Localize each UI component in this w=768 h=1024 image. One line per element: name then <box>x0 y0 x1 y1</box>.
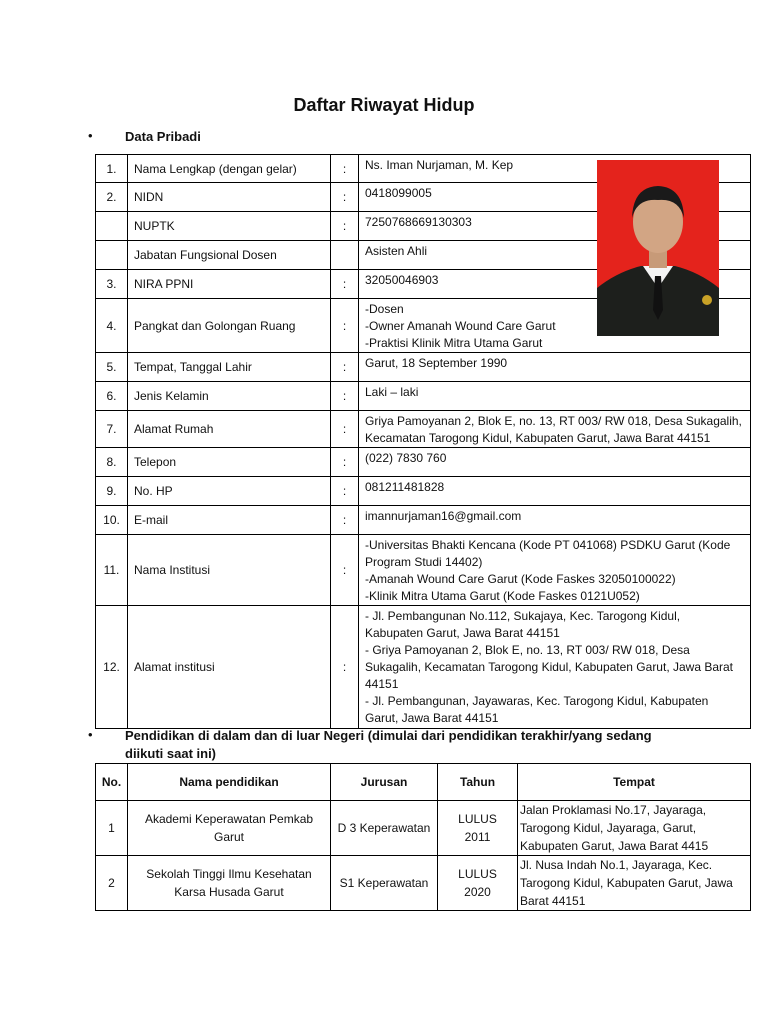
row-label: NUPTK <box>128 212 331 241</box>
row-colon: : <box>331 448 359 477</box>
row-colon: : <box>331 506 359 535</box>
education-major: D 3 Keperawatan <box>331 801 438 856</box>
row-number: 12. <box>96 606 128 729</box>
row-value-line: Kabupaten Garut, Jawa Barat 44151 <box>365 626 560 640</box>
education-major: S1 Keperawatan <box>331 856 438 911</box>
row-label: Telepon <box>128 448 331 477</box>
bullet-icon: • <box>88 128 93 143</box>
personal-row <box>96 606 751 729</box>
row-label: Alamat Rumah <box>128 411 331 448</box>
row-number: 2. <box>96 183 128 212</box>
profile-photo <box>597 160 719 336</box>
row-value <box>359 535 751 606</box>
row-value-line: - Griya Pamoyanan 2, Blok E, no. 13, RT 003/ RW 018, Desa <box>365 643 690 657</box>
personal-row <box>96 477 751 506</box>
row-label: Nama Lengkap (dengan gelar) <box>128 155 331 183</box>
row-value-line: Kecamatan Tarogong Kidul, Kabupaten Garut, Jawa Barat 44151 <box>365 431 711 445</box>
education-name-line: Sekolah Tinggi Ilmu Kesehatan <box>146 867 312 881</box>
education-name-line: Karsa Husada Garut <box>174 885 284 899</box>
row-colon <box>331 241 359 270</box>
education-place <box>518 801 751 856</box>
row-number: 1. <box>96 155 128 183</box>
education-place-line: Tarogong Kidul, Kabupaten Garut, Jawa <box>520 876 733 890</box>
row-label: Tempat, Tanggal Lahir <box>128 353 331 382</box>
page-title: Daftar Riwayat Hidup <box>293 95 475 115</box>
bullet-icon: • <box>88 727 93 742</box>
row-value: (022) 7830 760 <box>359 448 751 477</box>
personal-row <box>96 411 751 448</box>
row-value: imannurjaman16@gmail.com <box>359 506 751 535</box>
row-colon: : <box>331 183 359 212</box>
education-name <box>128 856 331 911</box>
row-value: 081211481828 <box>359 477 751 506</box>
column-header: No. <box>96 764 128 801</box>
row-colon: : <box>331 270 359 299</box>
row-label: No. HP <box>128 477 331 506</box>
row-number: 6. <box>96 382 128 411</box>
education-name-line: Akademi Keperawatan Pemkab <box>144 812 314 826</box>
education-year-line: LULUS <box>458 812 497 826</box>
row-label: E-mail <box>128 506 331 535</box>
row-value-line: - Jl. Pembangunan, Jayawaras, Kec. Tarogong Kidul, Kabupaten <box>365 694 709 708</box>
education-place-line: Kabupaten Garut, Jawa Barat 4415 <box>520 839 709 853</box>
row-number: 11. <box>96 535 128 606</box>
row-value-line: -Amanah Wound Care Garut (Kode Faskes 32050100022) <box>365 572 676 586</box>
row-colon: : <box>331 411 359 448</box>
row-colon: : <box>331 535 359 606</box>
section-education-line-1: Pendidikan di dalam dan di luar Negeri (dimulai dari pendidikan terakhir/yang sedang <box>125 728 652 743</box>
education-year-line: LULUS <box>458 867 497 881</box>
column-header: Nama pendidikan <box>128 764 331 801</box>
row-number <box>96 241 128 270</box>
row-label: Pangkat dan Golongan Ruang <box>128 299 331 353</box>
row-number: 7. <box>96 411 128 448</box>
row-number: 9. <box>96 477 128 506</box>
row-value-line: Program Studi 14402) <box>365 555 483 569</box>
section-education-title <box>125 727 652 763</box>
row-number: 5. <box>96 353 128 382</box>
row-label: NIRA PPNI <box>128 270 331 299</box>
row-colon: : <box>331 477 359 506</box>
row-number: 4. <box>96 299 128 353</box>
personal-row <box>96 382 751 411</box>
row-label: Alamat institusi <box>128 606 331 729</box>
education-place <box>518 856 751 911</box>
row-value: Garut, 18 September 1990 <box>359 353 751 382</box>
portrait-photo-icon <box>597 160 719 336</box>
row-colon: : <box>331 353 359 382</box>
education-no: 2 <box>96 856 128 911</box>
row-number: 3. <box>96 270 128 299</box>
row-number: 8. <box>96 448 128 477</box>
row-value: Laki – laki <box>359 382 751 411</box>
row-value: Asisten Ahli <box>359 241 751 270</box>
row-value: 0418099005 <box>359 183 751 212</box>
education-year-line: 2020 <box>464 885 491 899</box>
section-education-line-2: diikuti saat ini) <box>125 746 217 761</box>
row-value <box>359 411 751 448</box>
row-colon: : <box>331 606 359 729</box>
column-header: Jurusan <box>331 764 438 801</box>
education-place-line: Barat 44151 <box>520 894 586 908</box>
row-value-line: -Klinik Mitra Utama Garut (Kode Faskes 0121U052) <box>365 589 640 603</box>
education-header-row <box>96 764 751 801</box>
row-value: 7250768669130303 <box>359 212 751 241</box>
row-value-line: Garut, Jawa Barat 44151 <box>365 711 499 725</box>
row-value-line: -Universitas Bhakti Kencana (Kode PT 041068) PSDKU Garut (Kode <box>365 538 731 552</box>
personal-row <box>96 448 751 477</box>
row-value-line: Sukagalih, Kecamatan Tarogong Kidul, Kabupaten Garut, Jawa Barat <box>365 660 734 674</box>
row-colon: : <box>331 155 359 183</box>
education-name-line: Garut <box>213 830 244 844</box>
row-value-line: -Owner Amanah Wound Care Garut <box>365 319 556 333</box>
row-value <box>359 606 751 729</box>
row-value-line: Griya Pamoyanan 2, Blok E, no. 13, RT 003/ RW 018, Desa Sukagalih, <box>365 414 742 428</box>
row-value-line: 44151 <box>365 677 399 691</box>
row-label: Jabatan Fungsional Dosen <box>128 241 331 270</box>
row-label: Jenis Kelamin <box>128 382 331 411</box>
row-number <box>96 212 128 241</box>
row-value: 32050046903 <box>359 270 751 299</box>
row-value: Ns. Iman Nurjaman, M. Kep <box>359 155 751 183</box>
personal-row <box>96 506 751 535</box>
education-row <box>96 856 751 911</box>
row-value-line: - Jl. Pembangunan No.112, Sukajaya, Kec. Tarogong Kidul, <box>365 609 681 623</box>
row-colon: : <box>331 382 359 411</box>
education-name <box>128 801 331 856</box>
row-number: 10. <box>96 506 128 535</box>
section-personal-title: Data Pribadi <box>125 129 201 144</box>
column-header: Tempat <box>518 764 751 801</box>
education-year <box>438 801 518 856</box>
education-table <box>95 763 751 911</box>
education-place-line: Jl. Nusa Indah No.1, Jayaraga, Kec. <box>520 858 713 872</box>
education-year-line: 2011 <box>464 830 491 844</box>
education-place-line: Tarogong Kidul, Jayaraga, Garut, <box>520 821 697 835</box>
row-label: Nama Institusi <box>128 535 331 606</box>
education-place-line: Jalan Proklamasi No.17, Jayaraga, <box>520 803 707 817</box>
education-year <box>438 856 518 911</box>
education-no: 1 <box>96 801 128 856</box>
row-colon: : <box>331 299 359 353</box>
row-label: NIDN <box>128 183 331 212</box>
personal-row <box>96 353 751 382</box>
row-colon: : <box>331 212 359 241</box>
education-row <box>96 801 751 856</box>
column-header: Tahun <box>438 764 518 801</box>
row-value-line: -Dosen <box>365 302 404 316</box>
personal-row <box>96 535 751 606</box>
row-value-line: -Praktisi Klinik Mitra Utama Garut <box>365 336 543 350</box>
